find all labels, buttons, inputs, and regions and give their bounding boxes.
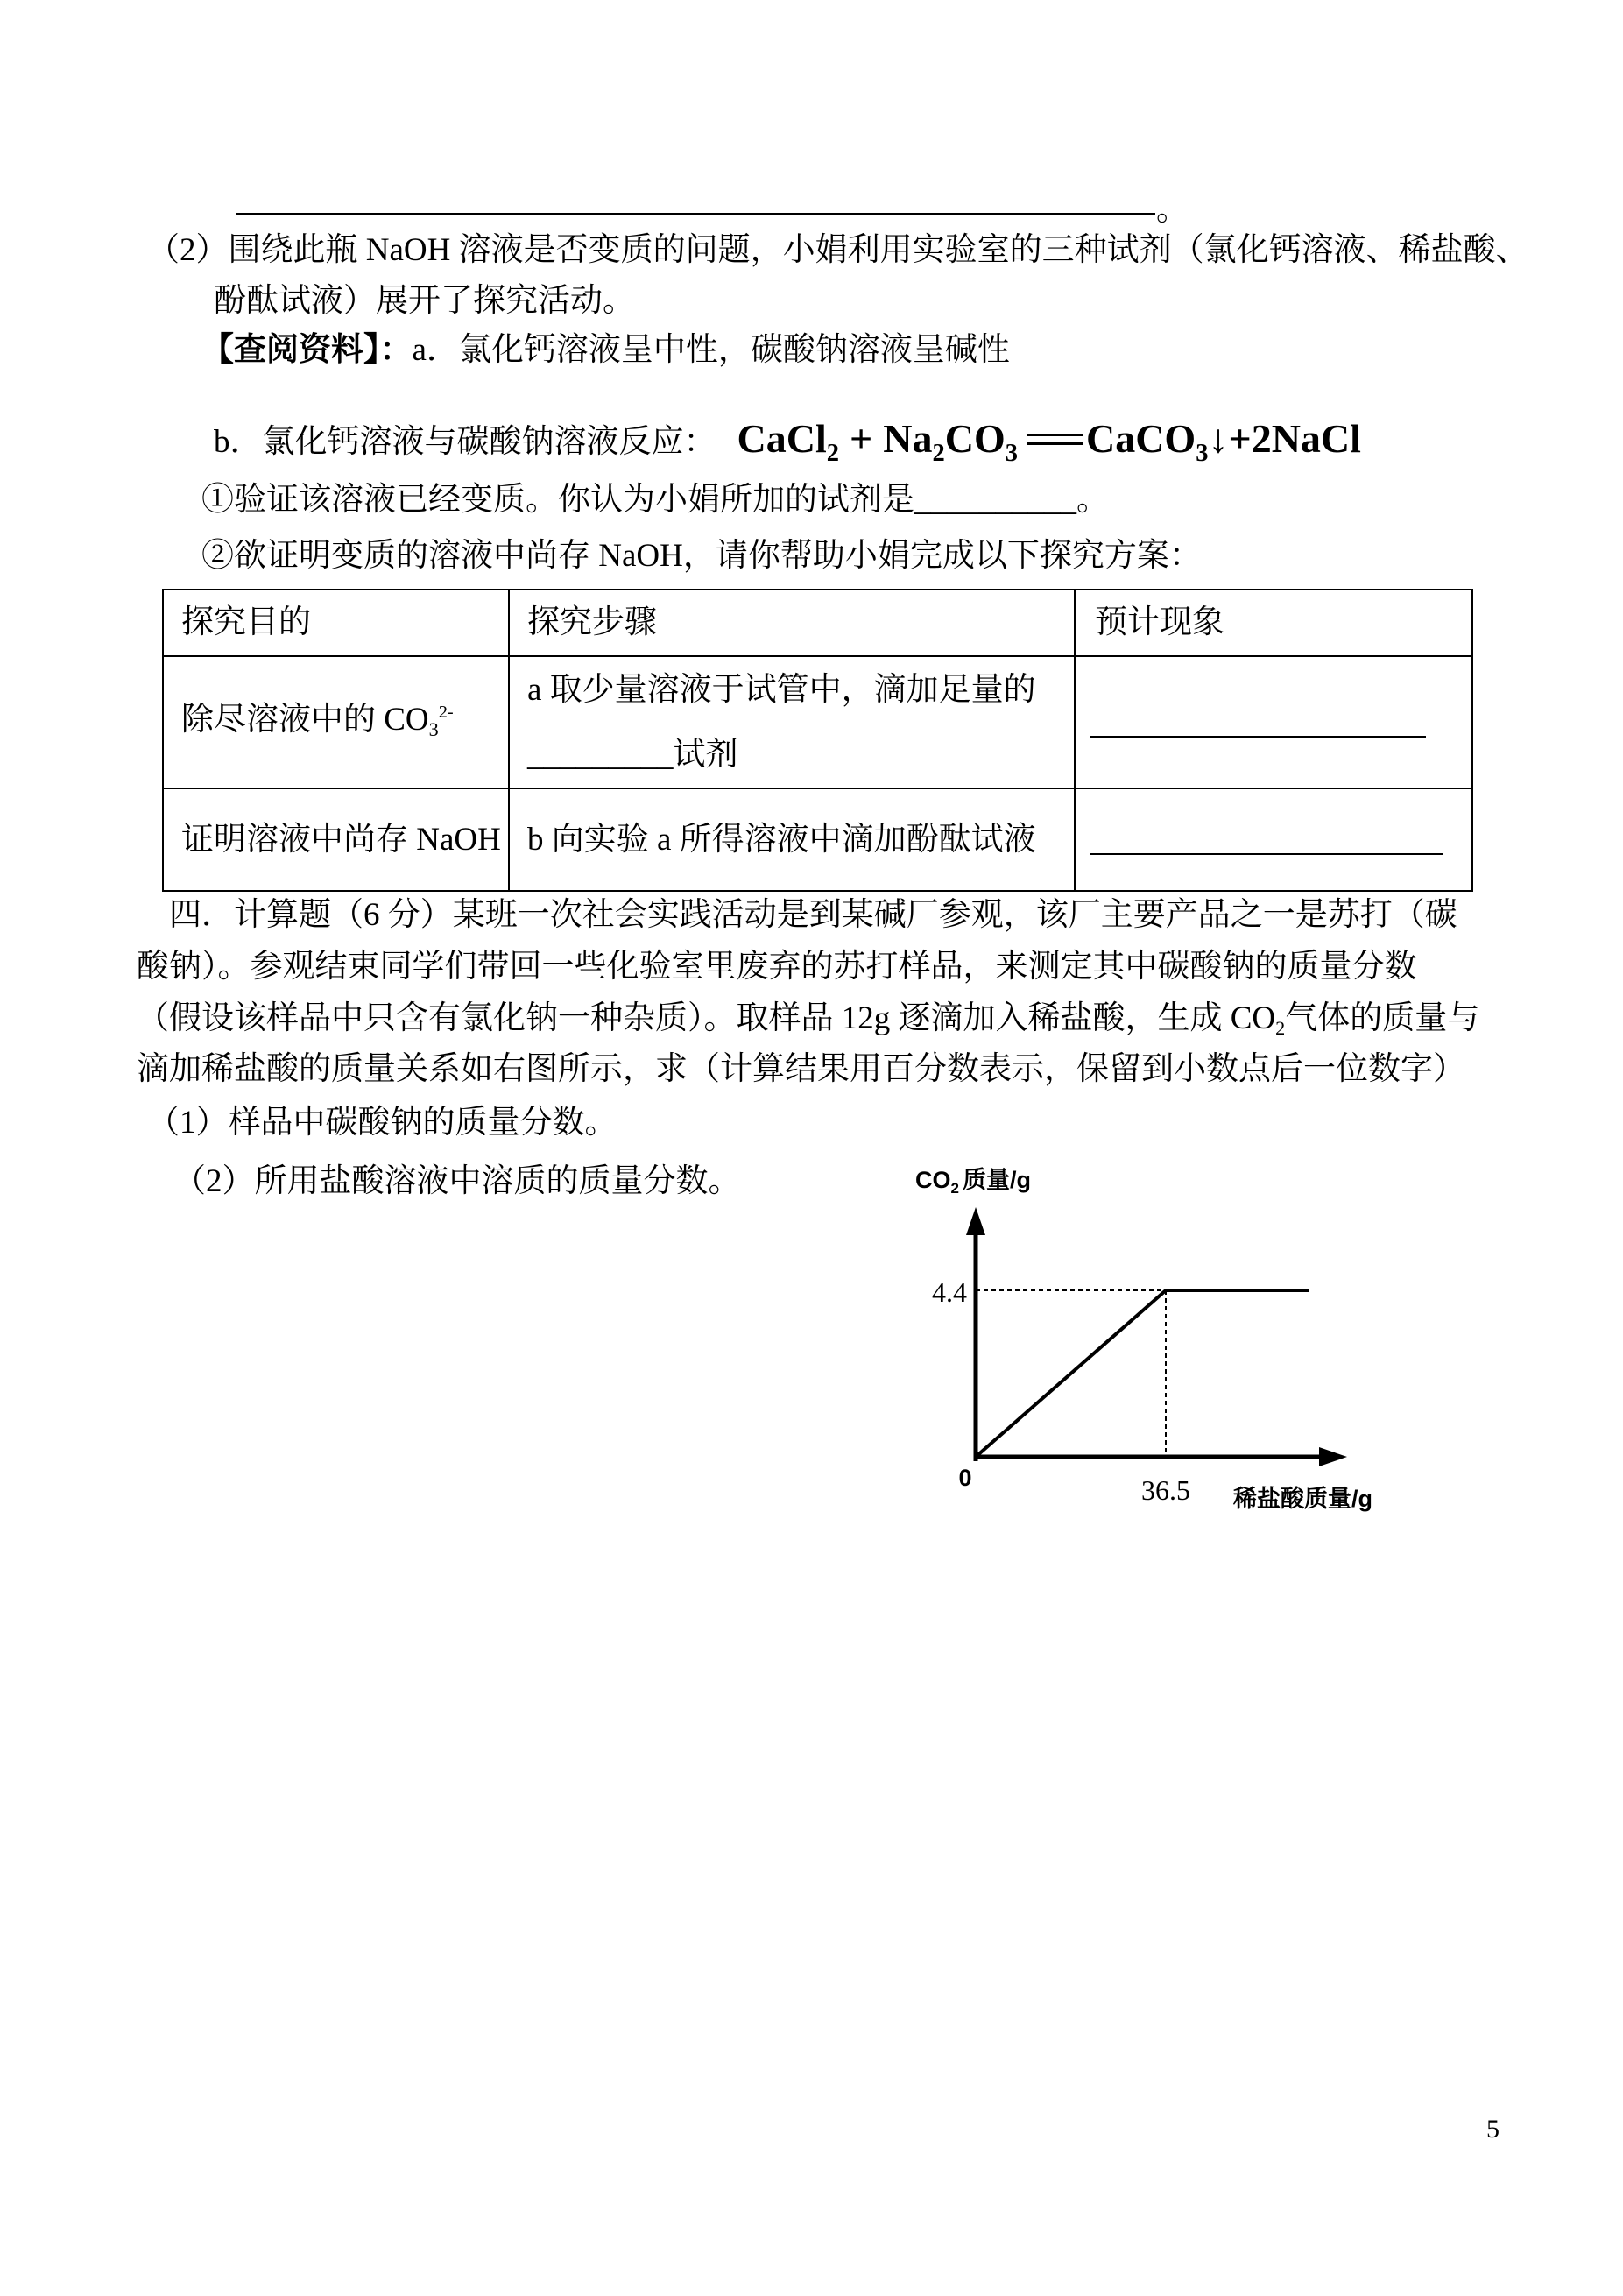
expected-answer-blank <box>1090 708 1426 738</box>
equation-reactant-2-b: CO <box>944 416 1006 461</box>
x-axis-arrow-icon <box>1319 1447 1347 1466</box>
sub-question-2: （2）所用盐酸溶液中溶质的质量分数。 <box>173 1163 741 1199</box>
y-axis-arrow-icon <box>966 1207 985 1235</box>
sub-question-1: （1）样品中碳酸钠的质量分数。 <box>147 1105 617 1141</box>
purpose-subscript: 3 <box>428 717 439 740</box>
table-header-row <box>163 590 1472 656</box>
equation-subscript: 2 <box>932 439 945 467</box>
step-cell <box>509 656 1075 788</box>
equation-reactant-2-a: Na <box>883 416 933 461</box>
reference-b-line <box>214 414 1361 470</box>
experiment-plan-table <box>162 589 1473 892</box>
question-2-text-line-2: 酚酞试液）展开了探究活动。 <box>214 283 635 319</box>
reference-a-text: a．氯化钙溶液呈中性，碳酸钠溶液呈碱性 <box>412 332 1010 368</box>
equation-product-1: CaCO <box>1085 416 1196 461</box>
step-cell: b 向实验 a 所得溶液中滴加酚酞试液 <box>509 788 1075 891</box>
equation-subscript: 3 <box>1196 439 1209 467</box>
question-4-text-line-2: 酸钠）。参观结束同学们带回一些化验室里废弃的苏打样品，来测定其中碳酸钠的质量分数 <box>137 949 1417 985</box>
equation-plus: + <box>850 416 873 461</box>
y-axis-label-rest: 质量/g <box>962 1167 1031 1193</box>
question-4-text-line-3-b: 气体的质量与 <box>1285 1000 1480 1036</box>
chemical-equation <box>737 416 1361 467</box>
purpose-superscript: 2- <box>438 702 454 722</box>
question-4-text-line-1: 四．计算题（6 分）某班一次社会实践活动是到某碱厂参观，该厂主要产品之一是苏打（碳 <box>169 897 1457 933</box>
table-row <box>163 656 1472 788</box>
y-axis-label-main: CO <box>915 1167 951 1193</box>
y-tick-label: 4.4 <box>932 1276 967 1308</box>
co2-mass-graph <box>902 1156 1428 1524</box>
equation-yields-sign <box>1027 434 1083 445</box>
question-2-text-line-1: （2）围绕此瓶 NaOH 溶液是否变质的问题，小娟利用实验室的三种试剂（氯化钙溶液、稀盐酸、 <box>147 232 1528 268</box>
question-4-text-line-3 <box>137 1000 1479 1042</box>
x-axis-label: 稀盐酸质量/g <box>1233 1486 1372 1512</box>
purpose-text: 除尽溶液中的 CO <box>181 702 429 738</box>
purpose-cell <box>163 656 509 788</box>
equation-subscript: 2 <box>826 439 839 467</box>
equation-reactant-1: CaCl <box>737 416 827 461</box>
step-text-line-1: a 取少量溶液于试管中，滴加足量的 <box>527 671 1036 708</box>
blank-end-period: 。 <box>1156 192 1189 228</box>
purpose-cell: 证明溶液中尚存 NaOH <box>163 788 509 891</box>
question-4-text-line-4: 滴加稀盐酸的质量关系如右图所示，求（计算结果用百分数表示，保留到小数点后一位数字） <box>137 1051 1465 1087</box>
table-row <box>163 788 1472 891</box>
table-header-cell: 预计现象 <box>1075 590 1472 656</box>
y-axis-label <box>915 1167 1031 1197</box>
answer-blank-line <box>236 213 1155 215</box>
expected-cell <box>1075 788 1472 891</box>
table-header-cell: 探究目的 <box>163 590 509 656</box>
reference-b-text: b．氯化钙溶液与碳酸钠溶液反应： <box>214 424 716 460</box>
co2-subscript: 2 <box>1275 1016 1286 1039</box>
plot-marks <box>976 1290 1309 1457</box>
step-2-text: ②欲证明变质的溶液中尚存 NaOH，请你帮助小娟完成以下探究方案： <box>201 538 1202 574</box>
table-header-cell: 探究步骤 <box>509 590 1075 656</box>
data-line-segment <box>976 1290 1166 1457</box>
equation-rest: ↓+2NaCl <box>1208 416 1361 461</box>
question-4-text-line-3-a: （假设该样品中只含有氯化钠一种杂质）。取样品 12g 逐滴加入稀盐酸，生成 CO <box>137 1000 1276 1036</box>
reference-a-line <box>201 331 1010 370</box>
reference-label: 【查阅资料】： <box>201 332 413 368</box>
expected-cell <box>1075 656 1472 788</box>
expected-answer-blank <box>1090 825 1443 855</box>
step-text-line-2: _________试剂 <box>527 736 738 773</box>
x-tick-label: 36.5 <box>1141 1474 1190 1506</box>
equation-subscript: 3 <box>1005 439 1018 467</box>
y-axis-label-subscript: 2 <box>950 1180 959 1197</box>
page-number: 5 <box>1486 2115 1500 2144</box>
origin-label: 0 <box>958 1465 972 1491</box>
step-1-text: ①验证该溶液已经变质。你认为小娟所加的试剂是__________。 <box>201 482 1109 518</box>
